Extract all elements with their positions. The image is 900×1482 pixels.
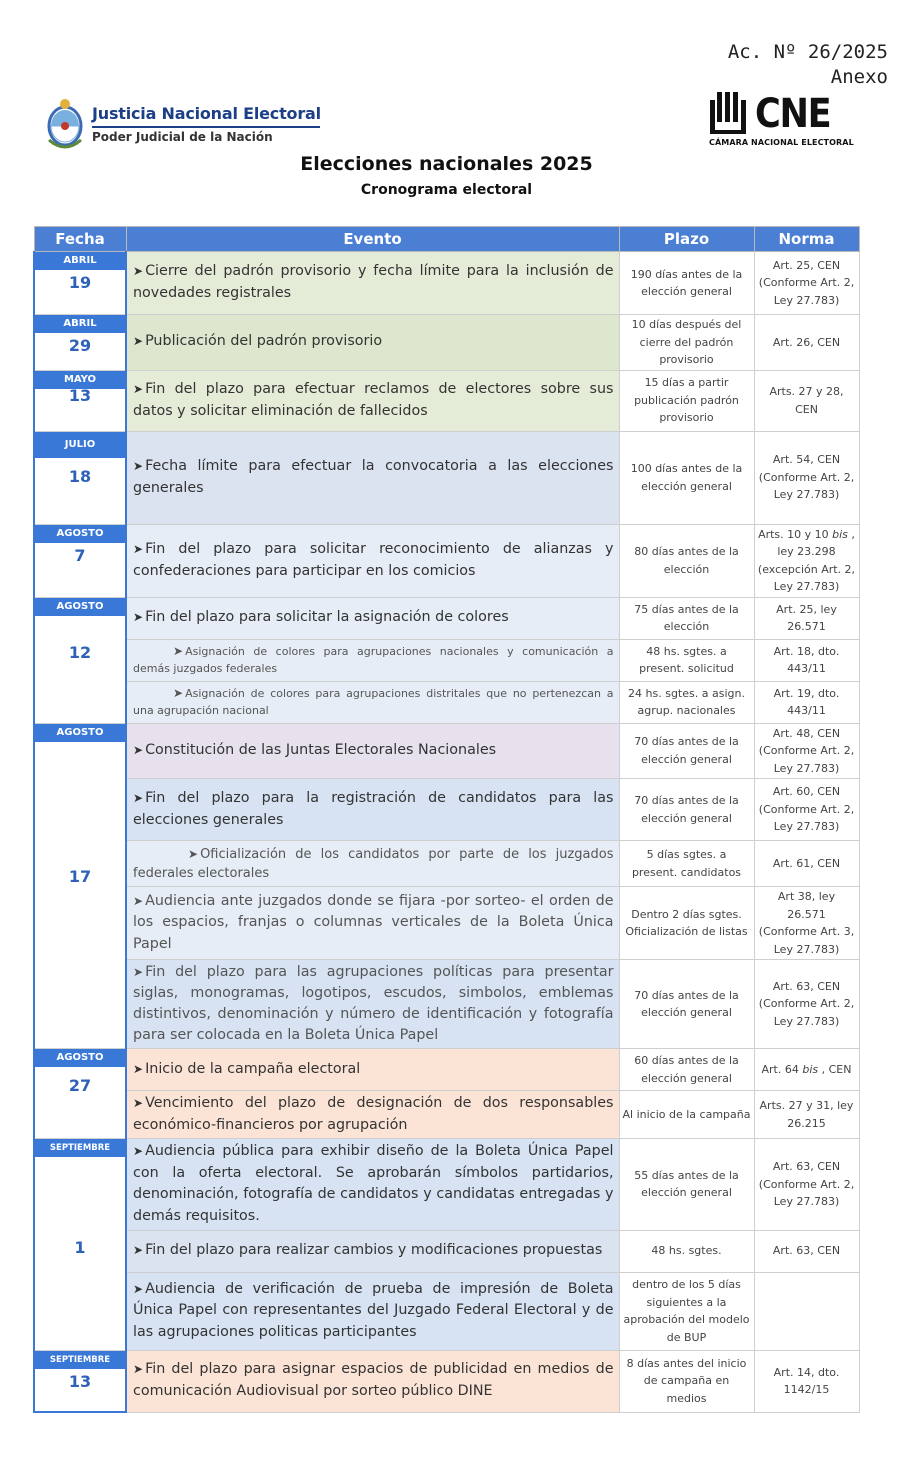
event-text: Asignación de colores para agrupaciones nacionales y comunicación a demás juzgados federales	[133, 645, 614, 675]
table-row	[34, 524, 859, 597]
table-row	[34, 1049, 859, 1091]
plazo-cell: 70 días antes de la elección general	[619, 960, 754, 1049]
date-day: 29	[68, 336, 92, 355]
arrow-bullet-icon: ➤	[133, 334, 144, 349]
event-cell	[126, 431, 619, 524]
norma-cell: Arts. 27 y 31, ley 26.215	[754, 1091, 859, 1139]
arrow-bullet-icon: ➤	[133, 965, 144, 979]
event-cell	[126, 315, 619, 371]
arrow-bullet-icon: ➤	[133, 742, 144, 757]
event-text: Fin del plazo para solicitar la asignación de colores	[145, 609, 509, 626]
date-month: SEPTIEMBRE	[35, 1139, 125, 1157]
arrow-bullet-icon: ➤	[173, 644, 184, 658]
event-cell	[126, 1230, 619, 1272]
table-header-row	[34, 227, 859, 252]
event-text: Fin del plazo para las agrupaciones políticas para presentar siglas, monogramas, logotipos, escudos, simbolos, emblemas distintivos, denominación y número de identificación y fotografía para ser colocada en la Boleta Única Papel	[133, 964, 614, 1043]
plazo-cell: 80 días antes de la elección	[619, 524, 754, 597]
arrow-bullet-icon: ➤	[133, 1096, 144, 1110]
arrow-bullet-icon: ➤	[133, 1061, 144, 1076]
event-text: Cierre del padrón provisorio y fecha límite para la inclusión de novedades registrales	[133, 263, 614, 301]
event-cell	[126, 524, 619, 597]
plazo-cell: 15 días a partir publicación padrón provisorio	[619, 370, 754, 431]
national-emblem-icon	[44, 96, 86, 152]
date-day: 18	[68, 466, 92, 486]
event-cell	[126, 779, 619, 841]
page-title: Elecciones nacionales 2025	[300, 153, 593, 175]
date-cell	[34, 431, 126, 524]
table-row	[34, 1091, 859, 1139]
event-cell	[126, 1272, 619, 1350]
date-cell	[34, 723, 126, 1049]
cne-columns-icon	[707, 90, 753, 136]
table-row	[34, 887, 859, 960]
table-row	[34, 1272, 859, 1350]
plazo-cell: 75 días antes de la elección	[619, 597, 754, 639]
date-month: MAYO	[35, 371, 125, 389]
plazo-cell: 5 días sgtes. a present. candidatos	[619, 841, 754, 887]
event-text: Fin del plazo para asignar espacios de publicidad en medios de comunicación Audiovisual por sorteo público DINE	[133, 1361, 614, 1400]
norma-text-cont: , ley 23.298 (excepción Art. 2, Ley 27.783)	[757, 527, 856, 593]
date-month: AGOSTO	[35, 598, 125, 616]
date-cell	[34, 315, 126, 371]
norma-text: Arts. 10 y 10	[758, 527, 833, 541]
arrow-bullet-icon: ➤	[133, 1144, 144, 1159]
table-row	[34, 841, 859, 887]
table-row	[34, 960, 859, 1049]
date-cell	[34, 1049, 126, 1139]
jne-logo	[44, 96, 334, 154]
table-row	[34, 639, 859, 681]
arrow-bullet-icon: ➤	[133, 541, 144, 556]
arrow-bullet-icon: ➤	[133, 610, 144, 625]
jne-title: Justicia Nacional Electoral	[92, 104, 321, 123]
table-row	[34, 681, 859, 723]
ref-act-number: Ac. Nº 26/2025	[727, 41, 888, 63]
table-row	[34, 597, 859, 639]
norma-cell: Art. 54, CEN (Conforme Art. 2, Ley 27.783)	[754, 431, 859, 524]
date-cell	[34, 1139, 126, 1350]
arrow-bullet-icon: ➤	[133, 893, 144, 908]
header-fecha: Fecha	[34, 227, 126, 252]
arrow-bullet-icon: ➤	[133, 264, 144, 279]
norma-cell: Art. 25, ley 26.571	[754, 597, 859, 639]
event-text: Fin del plazo para realizar cambios y modificaciones propuestas	[145, 1242, 603, 1259]
norma-cell: Art. 26, CEN	[754, 315, 859, 371]
event-cell	[126, 723, 619, 779]
arrow-bullet-icon: ➤	[133, 1243, 144, 1258]
ref-annex: Anexo	[830, 66, 888, 88]
plazo-cell: 70 días antes de la elección general	[619, 779, 754, 841]
norma-cell: Art. 61, CEN	[754, 841, 859, 887]
schedule-table	[33, 226, 860, 1413]
date-day: 13	[68, 388, 92, 403]
event-text: Audiencia pública para exhibir diseño de la Boleta Única Papel con la oferta electoral. Se aprobarán símbolos partidarios, denominación, fotografía de candidatos y candidatas entregadas y demás requisitos.	[133, 1143, 614, 1224]
plazo-cell: 100 días antes de la elección general	[619, 431, 754, 524]
arrow-bullet-icon: ➤	[133, 790, 144, 805]
plazo-cell: 10 días después del cierre del padrón provisorio	[619, 315, 754, 371]
norma-cell: Art. 48, CEN (Conforme Art. 2, Ley 27.783)	[754, 723, 859, 779]
norma-cell: Art. 18, dto. 443/11	[754, 639, 859, 681]
arrow-bullet-icon: ➤	[133, 458, 144, 473]
header-plazo: Plazo	[619, 227, 754, 252]
norma-cell	[754, 1049, 859, 1091]
event-text: Fecha límite para efectuar la convocatoria a las elecciones generales	[133, 457, 614, 496]
date-month: AGOSTO	[35, 525, 125, 543]
jne-subtitle: Poder Judicial de la Nación	[92, 130, 273, 144]
event-text: Fin del plazo para la registración de candidatos para las elecciones generales	[133, 789, 614, 828]
cne-logo	[705, 90, 854, 152]
norma-cell: Arts. 27 y 28, CEN	[754, 370, 859, 431]
event-cell	[126, 1139, 619, 1230]
plazo-cell: Dentro 2 días sgtes. Oficialización de listas	[619, 887, 754, 960]
document-reference	[728, 40, 888, 90]
plazo-cell: 48 hs. sgtes.	[619, 1230, 754, 1272]
table-row	[34, 315, 859, 371]
date-day: 1	[74, 1238, 86, 1258]
arrow-bullet-icon: ➤	[133, 381, 144, 396]
event-cell	[126, 1049, 619, 1091]
jne-divider	[92, 126, 320, 128]
table-row	[34, 723, 859, 779]
date-cell	[34, 524, 126, 597]
event-text: Audiencia de verificación de prueba de impresión de Boleta Única Papel con representantes del Juzgado Federal Electoral y de las agrupaciones politicas participantes	[133, 1280, 614, 1340]
plazo-cell: 60 días antes de la elección general	[619, 1049, 754, 1091]
norma-cell: Art. 25, CEN (Conforme Art. 2, Ley 27.783)	[754, 252, 859, 315]
arrow-bullet-icon: ➤	[188, 846, 199, 861]
event-text: Audiencia ante juzgados donde se fijara -por sorteo- el orden de los espacios, franjas o columnas verticales de la Boleta Única Papel	[133, 892, 614, 952]
norma-cell	[754, 524, 859, 597]
table-row	[34, 1139, 859, 1230]
date-cell	[34, 597, 126, 723]
plazo-cell: 55 días antes de la elección general	[619, 1139, 754, 1230]
norma-bis: bis	[832, 527, 848, 541]
event-cell	[126, 597, 619, 639]
header-norma: Norma	[754, 227, 859, 252]
norma-cell: Art. 19, dto. 443/11	[754, 681, 859, 723]
plazo-cell: 48 hs. sgtes. a present. solicitud	[619, 639, 754, 681]
date-month: JULIO	[35, 432, 125, 458]
event-text: Oficialización de los candidatos por parte de los juzgados federales electorales	[133, 846, 614, 881]
date-cell	[34, 370, 126, 431]
page-subtitle: Cronograma electoral	[360, 182, 533, 198]
norma-cell: Art. 63, CEN (Conforme Art. 2, Ley 27.783)	[754, 960, 859, 1049]
date-month: AGOSTO	[35, 1049, 125, 1067]
norma-cell: Art. 63, CEN	[754, 1230, 859, 1272]
date-day: 27	[68, 1076, 92, 1095]
event-text: Inicio de la campaña electoral	[145, 1060, 361, 1077]
norma-cell: Art. 63, CEN (Conforme Art. 2, Ley 27.783)	[754, 1139, 859, 1230]
event-cell	[126, 1091, 619, 1139]
event-cell	[126, 639, 619, 681]
date-day: 17	[68, 866, 92, 886]
table-row	[34, 779, 859, 841]
date-month: SEPTIEMBRE	[35, 1351, 125, 1369]
plazo-cell: 8 días antes del inicio de campaña en medios	[619, 1350, 754, 1412]
event-cell	[126, 960, 619, 1049]
arrow-bullet-icon: ➤	[173, 686, 184, 700]
event-text: Publicación del padrón provisorio	[145, 333, 383, 350]
date-day: 19	[68, 273, 92, 292]
plazo-cell: 70 días antes de la elección general	[619, 723, 754, 779]
event-cell	[126, 841, 619, 887]
plazo-cell: 24 hs. sgtes. a asign. agrup. nacionales	[619, 681, 754, 723]
event-cell	[126, 681, 619, 723]
plazo-cell: 190 días antes de la elección general	[619, 252, 754, 315]
event-cell	[126, 370, 619, 431]
date-day: 13	[68, 1371, 92, 1391]
event-cell	[126, 1350, 619, 1412]
event-text: Fin del plazo para efectuar reclamos de electores sobre sus datos y solicitar eliminación de fallecidos	[133, 380, 614, 419]
header-evento: Evento	[126, 227, 619, 252]
plazo-cell: dentro de los 5 días siguientes a la aprobación del modelo de BUP	[619, 1272, 754, 1350]
event-cell	[126, 887, 619, 960]
norma-cell: Art. 60, CEN (Conforme Art. 2, Ley 27.783)	[754, 779, 859, 841]
event-text: Vencimiento del plazo de designación de dos responsables económico-financieros por agrupación	[133, 1095, 614, 1133]
date-month: ABRIL	[35, 315, 125, 333]
norma-cell	[754, 1272, 859, 1350]
table-row	[34, 1350, 859, 1412]
table-row	[34, 252, 859, 315]
norma-text: Art. 64	[761, 1062, 803, 1076]
norma-bis: bis	[802, 1062, 819, 1076]
event-text: Asignación de colores para agrupaciones distritales que no pertenezcan a una agrupación nacional	[133, 687, 614, 717]
table-row	[34, 370, 859, 431]
date-month: AGOSTO	[35, 724, 125, 742]
event-cell	[126, 252, 619, 315]
event-text: Fin del plazo para solicitar reconocimiento de alianzas y confederaciones para participar en los comicios	[133, 540, 614, 579]
date-day: 7	[74, 545, 86, 565]
date-cell	[34, 252, 126, 315]
arrow-bullet-icon: ➤	[133, 1362, 144, 1377]
date-month: ABRIL	[35, 252, 125, 270]
cne-subtitle: CÁMARA NACIONAL ELECTORAL	[709, 138, 854, 147]
norma-cell: Art. 14, dto. 1142/15	[754, 1350, 859, 1412]
cne-acronym: CNE	[755, 91, 831, 137]
date-cell	[34, 1350, 126, 1412]
norma-text-cont: , CEN	[818, 1062, 852, 1076]
table-row	[34, 1230, 859, 1272]
table-row	[34, 431, 859, 524]
event-text: Constitución de las Juntas Electorales Nacionales	[145, 741, 497, 758]
plazo-cell: Al inicio de la campaña	[619, 1091, 754, 1139]
norma-cell: Art 38, ley 26.571 (Conforme Art. 3, Ley 27.783)	[754, 887, 859, 960]
date-day: 12	[68, 642, 92, 662]
arrow-bullet-icon: ➤	[133, 1281, 144, 1296]
